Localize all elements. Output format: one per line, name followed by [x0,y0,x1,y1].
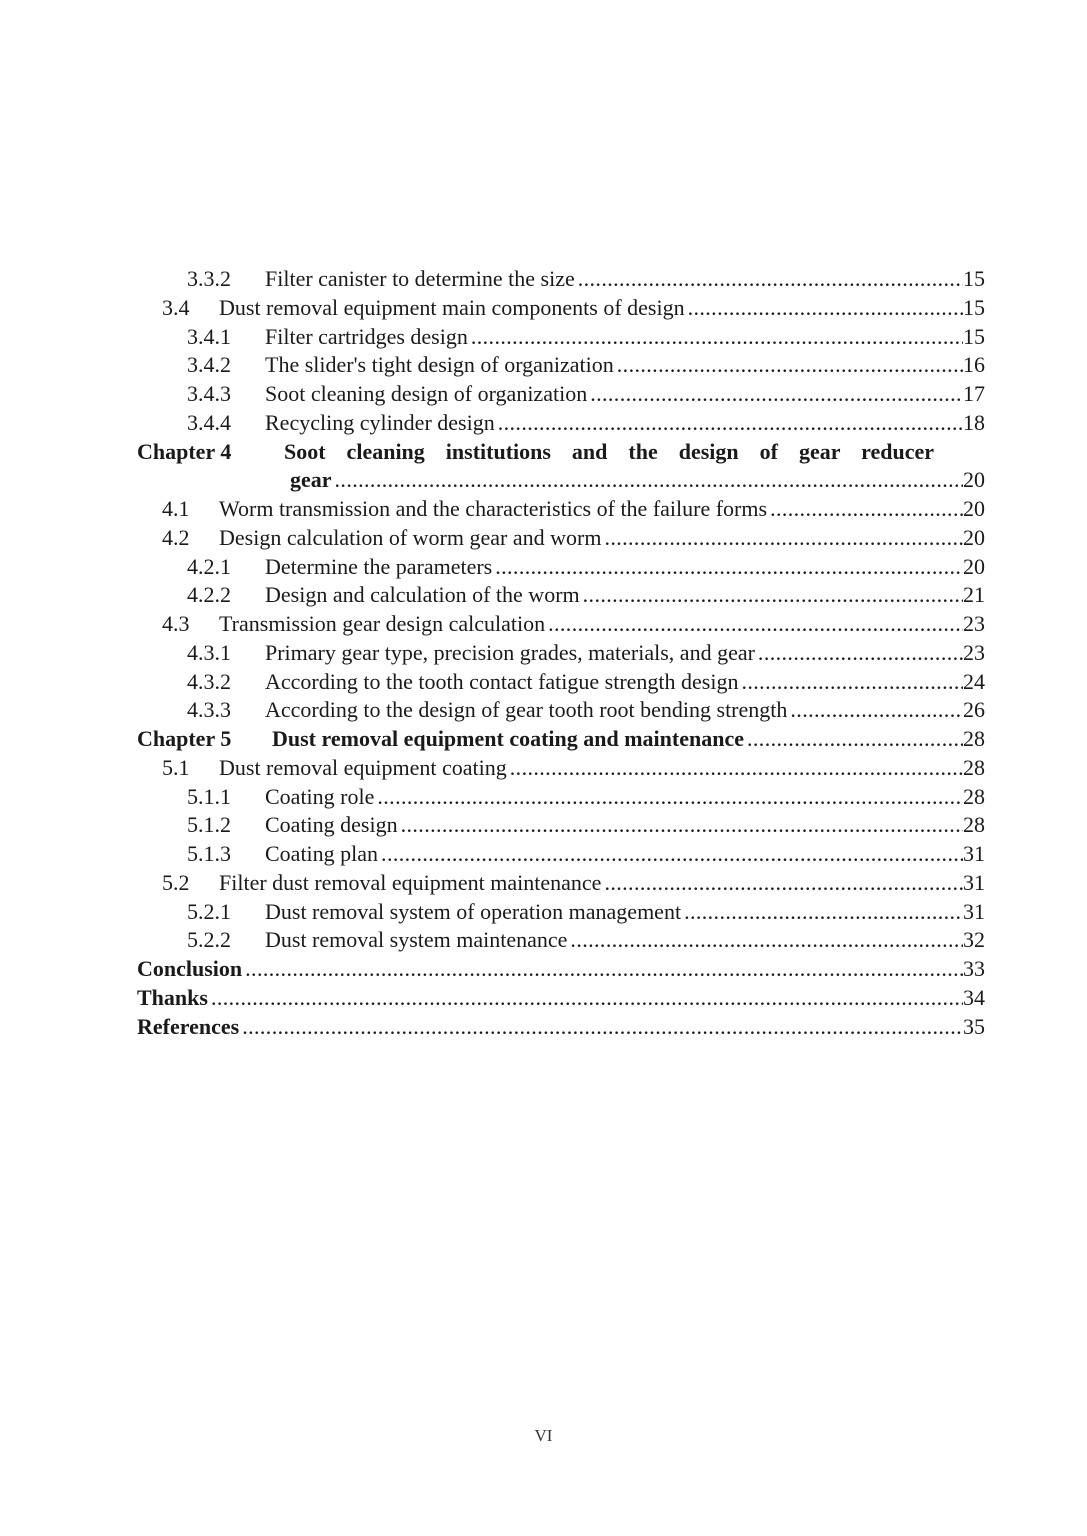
toc-entry-4-2[interactable] [137,524,985,553]
toc-entry-number: 4.1 [162,496,190,521]
toc-entry-page: 28 [963,783,985,809]
dot-leader [790,696,963,725]
toc-entry-5-1-2[interactable] [137,811,985,840]
toc-entry-title: Thanks [137,984,208,1010]
toc-entry-conclusion[interactable] [137,955,985,984]
toc-entry-number: Chapter 5 [137,726,232,751]
toc-entry-title: Soot cleaning institutions and the design of gear reducer [284,438,934,464]
toc-entry-page: 20 [963,496,985,521]
toc-entry-chapter-5[interactable] [137,725,985,754]
toc-entry-number: 5.1.1 [187,783,231,809]
toc-entry-4-2-2[interactable] [137,581,985,610]
toc-entry-title: Primary gear type, precision grades, materials, and gear [265,639,755,665]
toc-entry-number: 3.4.1 [187,323,231,349]
toc-entry-3-4-4[interactable] [137,409,985,438]
toc-entry-number: 4.3.2 [187,668,231,694]
dot-leader [570,926,963,955]
toc-entry-page: 15 [963,266,985,291]
dot-leader [578,265,963,294]
dot-leader [747,725,963,754]
dot-leader [242,1013,963,1042]
toc-entry-title: Dust removal equipment coating [219,754,507,780]
dot-leader [245,955,963,984]
toc-entry-page: 31 [963,869,985,895]
toc-entry-title: According to the design of gear tooth root bending strength [265,697,788,723]
toc-entry-title: Design and calculation of the worm [265,582,580,608]
toc-entry-3-4[interactable] [137,294,985,323]
toc-entry-number: 4.3.1 [187,639,231,665]
toc-entry-page: 23 [963,639,985,665]
dot-leader [211,984,963,1013]
dot-leader [604,869,963,898]
toc-entry-number: 5.2 [162,869,190,895]
toc-entry-4-3[interactable] [137,610,985,639]
toc-entry-title: Dust removal system of operation management [265,898,682,924]
toc-entry-page: 31 [963,841,985,866]
dot-leader [604,524,963,553]
chapter-4-first-line [137,438,934,467]
toc-entry-title: Transmission gear design calculation [219,611,546,636]
toc-entry-number: 3.4.2 [187,352,231,378]
toc-entry-5-1[interactable] [137,754,985,783]
toc-entry-page: 34 [963,984,985,1010]
toc-entry-4-3-2[interactable] [137,668,985,697]
toc-entry-title: Conclusion [137,956,243,981]
toc-entry-3-4-1[interactable] [137,323,985,352]
toc-entry-references[interactable] [137,1013,985,1042]
toc-entry-3-4-2[interactable] [137,351,985,380]
toc-entry-title: According to the tooth contact fatigue strength design [265,668,739,694]
toc-entry-number: 4.3 [162,611,190,636]
toc-entry-page: 28 [963,812,985,838]
toc-entry-title: Worm transmission and the characteristics of the failure forms [219,496,768,521]
toc-entry-title: Dust removal equipment coating and maintenance [272,726,744,751]
toc-entry-number: 5.1.2 [187,812,231,838]
dot-leader [688,294,963,323]
toc-entry-page: 15 [963,323,985,349]
dot-leader [583,581,963,610]
toc-entry-title: Coating design [265,812,398,838]
toc-entry-title: Soot cleaning design of organization [265,381,588,406]
dot-leader [381,840,963,869]
toc-entry-number: Chapter 4 [137,438,232,464]
toc-entry-page: 35 [963,1013,985,1039]
toc-entry-4-2-1[interactable] [137,553,985,582]
toc-entry-page: 20 [963,467,985,493]
toc-entry-number: 3.4.3 [187,381,231,406]
toc-entry-5-1-3[interactable] [137,840,985,869]
toc-entry-title: Filter canister to determine the size [265,266,575,291]
toc-entry-title: Recycling cylinder design [265,409,495,435]
toc-entry-number: 3.3.2 [187,266,231,291]
toc-entry-page: 21 [963,582,985,608]
toc-entry-page: 28 [963,726,985,751]
dot-leader [741,668,963,697]
dot-leader [510,754,963,783]
dot-leader [758,639,963,668]
toc-entry-number: 4.2.1 [187,553,231,579]
toc-entry-3-3-2[interactable] [137,265,985,294]
toc-entry-number: 4.2 [162,524,190,550]
toc-entry-number: 5.2.1 [187,898,231,924]
toc-entry-5-2-2[interactable] [137,926,985,955]
toc-entry-title: Determine the parameters [265,553,493,579]
chapter-4-second-line [137,466,985,495]
toc-entry-title: Dust removal system maintenance [265,927,568,953]
toc-entry-title: References [137,1013,240,1039]
dot-leader [590,380,963,409]
dot-leader [401,811,963,840]
toc-entry-page: 33 [963,956,985,981]
toc-entry-page: 17 [963,381,985,406]
table-of-contents [137,265,985,1041]
dot-leader [471,323,963,352]
toc-entry-number: 4.3.3 [187,697,231,723]
dot-leader [335,466,963,495]
toc-entry-4-3-3[interactable] [137,696,985,725]
toc-entry-page: 32 [963,927,985,953]
dot-leader [377,783,963,812]
toc-entry-title: Filter cartridges design [265,323,468,349]
toc-entry-page: 26 [963,697,985,723]
toc-entry-title: The slider's tight design of organization [265,352,614,378]
toc-entry-title: Coating plan [265,841,379,866]
toc-entry-5-2-1[interactable] [137,898,985,927]
toc-entry-title: Filter dust removal equipment maintenance [219,869,602,895]
dot-leader [548,610,963,639]
toc-entry-page: 16 [963,352,985,378]
toc-entry-page: 20 [963,553,985,579]
toc-entry-number: 5.2.2 [187,927,231,953]
dot-leader [770,495,963,524]
toc-entry-4-1[interactable] [137,495,985,524]
toc-entry-title-continued: gear [290,467,332,493]
toc-entry-page: 28 [963,754,985,780]
page-number: VI [534,1426,553,1445]
dot-leader [617,351,963,380]
toc-entry-number: 3.4.4 [187,409,231,435]
toc-entry-chapter-4[interactable] [137,438,985,496]
toc-entry-number: 5.1 [162,754,190,780]
toc-entry-page: 15 [963,294,985,320]
dot-leader [498,409,963,438]
toc-entry-page: 20 [963,524,985,550]
toc-entry-page: 24 [963,668,985,694]
toc-entry-number: 3.4 [162,294,190,320]
toc-entry-page: 23 [963,611,985,636]
dot-leader [684,898,963,927]
toc-entry-page: 18 [963,409,985,435]
toc-entry-4-3-1[interactable] [137,639,985,668]
toc-entry-title: Dust removal equipment main components of design [219,294,685,320]
toc-entry-title: Coating role [265,783,375,809]
toc-entry-page: 31 [963,898,985,924]
toc-entry-5-2[interactable] [137,869,985,898]
toc-entry-number: 4.2.2 [187,582,231,608]
toc-entry-number: 5.1.3 [187,841,231,866]
dot-leader [495,553,963,582]
toc-entry-title: Design calculation of worm gear and worm [219,524,602,550]
toc-entry-5-1-1[interactable] [137,783,985,812]
toc-entry-thanks[interactable] [137,984,985,1013]
toc-entry-3-4-3[interactable] [137,380,985,409]
